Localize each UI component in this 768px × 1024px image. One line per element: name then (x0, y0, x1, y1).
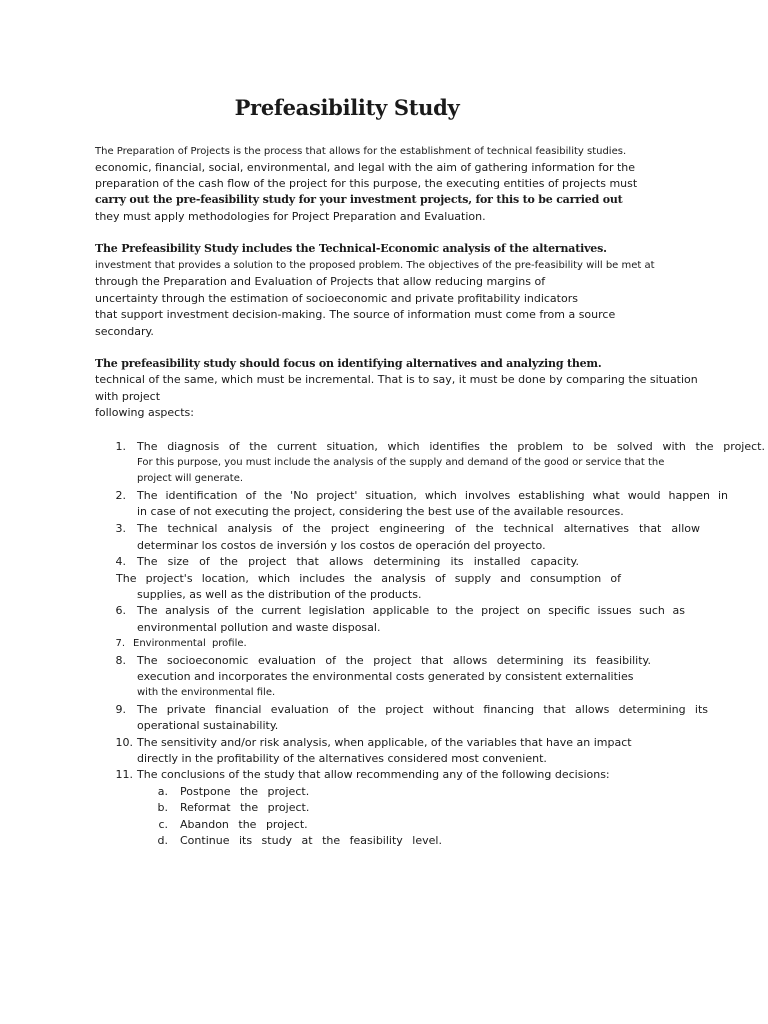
paragraph-2-line: through the Preparation and Evaluation of Projects that allow reducing margins of (95, 275, 546, 288)
paragraph-2-line: secondary. (95, 325, 154, 338)
list-item-text: supplies, as well as the distribution of the products. (137, 588, 422, 601)
list-item-text: The diagnosis of the current situation, which identifies the problem to be solved with the project. (137, 440, 765, 453)
paragraph-1-line: economic, financial, social, environmental, and legal with the aim of gathering information for the (95, 161, 636, 174)
paragraph-2-line: investment that provides a solution to the proposed problem. The objectives of the pre-feasibility will be met at (95, 260, 655, 271)
list-item-number: 10. (115, 736, 133, 749)
section-heading: The prefeasibility study should focus on identifying alternatives and analyzing them. (95, 357, 602, 370)
list-item-text: execution and incorporates the environmental costs generated by consistent externalities (137, 670, 634, 683)
list-item-number: 1. (115, 440, 126, 453)
list-item-text: directly in the profitability of the alternatives considered most convenient. (137, 752, 547, 765)
list-item-text: Environmental profile. (133, 638, 247, 649)
list-item-number: 11. (115, 768, 133, 781)
paragraph-2-line: uncertainty through the estimation of socioeconomic and private profitability indicators (95, 292, 578, 305)
list-item-text: The analysis of the current legislation applicable to the project on specific issues such as (137, 604, 685, 617)
list-item-text: environmental pollution and waste disposal. (137, 621, 381, 634)
paragraph-3-line: technical of the same, which must be incremental. That is to say, it must be done by comparing the situation (95, 373, 698, 386)
page-title: Prefeasibility Study (234, 95, 460, 120)
sub-list-item-letter: a. (157, 785, 168, 798)
list-item-number: 3. (115, 522, 126, 535)
list-item-text: The sensitivity and/or risk analysis, when applicable, of the variables that have an impact (137, 736, 632, 749)
list-item-text: in case of not executing the project, considering the best use of the available resources. (137, 505, 624, 518)
sub-list-item-text: Abandon the project. (180, 818, 308, 831)
list-item-number: 2. (115, 489, 126, 502)
paragraph-3-line: with project (95, 390, 161, 403)
list-item-text: The identification of the 'No project' situation, which involves establishing what would happen in (137, 489, 728, 502)
list-item-number: 7. (115, 638, 125, 649)
list-item-text: The socioeconomic evaluation of the project that allows determining its feasibility. (137, 654, 651, 667)
list-item-text: The conclusions of the study that allow recommending any of the following decisions: (137, 768, 610, 781)
list-item-number: 6. (115, 604, 126, 617)
sub-list-item-text: Reformat the project. (180, 801, 310, 814)
list-item-text: determinar los costos de inversión y los costos de operación del proyecto. (137, 539, 546, 552)
sub-list-item-text: Postpone the project. (180, 785, 310, 798)
list-item-number: 4. (115, 555, 126, 568)
list-item-text: with the environmental file. (137, 687, 276, 698)
list-item-text: The technical analysis of the project engineering of the technical alternatives that allow (137, 522, 700, 535)
list-item-text: The size of the project that allows determining its installed capacity. (137, 555, 579, 568)
paragraph-2-line: that support investment decision-making. The source of information must come from a source (95, 308, 616, 321)
list-item-number: 9. (115, 703, 126, 716)
section-heading: The Prefeasibility Study includes the Technical-Economic analysis of the alternatives. (95, 242, 607, 255)
paragraph-1-bold-line: carry out the pre-feasibility study for your investment projects, for this to be carried out (95, 193, 623, 206)
paragraph-1-line: they must apply methodologies for Project Preparation and Evaluation. (95, 210, 486, 223)
list-item-text: project will generate. (137, 473, 244, 484)
paragraph-1-line: preparation of the cash flow of the project for this purpose, the executing entities of projects must (95, 177, 638, 190)
sub-list-item-text: Continue its study at the feasibility level. (180, 834, 442, 847)
list-item-text: operational sustainability. (137, 719, 279, 732)
paragraph-1-line: The Preparation of Projects is the process that allows for the establishment of technical feasibility studies. (95, 146, 627, 157)
sub-list-item-letter: c. (158, 818, 168, 831)
sub-list-item-letter: b. (157, 801, 168, 814)
list-item-text: The project's location, which includes the analysis of supply and consumption of (116, 572, 621, 585)
sub-list-item-letter: d. (157, 834, 168, 847)
paragraph-3-line: following aspects: (95, 406, 194, 419)
list-item-text: The private financial evaluation of the project without financing that allows determining its (137, 703, 708, 716)
list-item-number: 8. (115, 654, 126, 667)
list-item-text: For this purpose, you must include the analysis of the supply and demand of the good or service that the (137, 457, 665, 468)
